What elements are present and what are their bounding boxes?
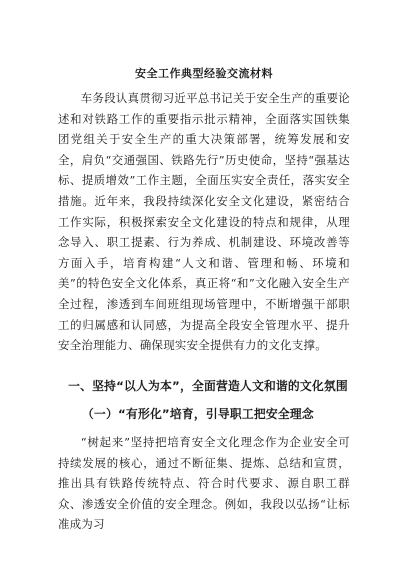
subsection-heading-1: （一）“有形化”培育，引导职工把安全理念 (82, 407, 314, 421)
document-title: 安全工作典型经验交流材料 (135, 67, 273, 80)
intro-paragraph: 车务段认真贯彻习近平总书记关于安全生产的重要论述和对铁路工作的重要指示批示精神，全面落实国铁集团党组关于安全生产的重大决策部署，统筹发展和安全，肩负“交通强国、铁路先行”历史使命，坚持“强基达标、提质增效”工作主题，全面压实安全责任，落实安全措施。近年来，我段持续深化安全文化建设，紧密结合工作实际，积极探索安全文化建设的特点和规律，从理念导入、职工提素、行为养成、机制建设、环境改善等方面入手，培育构建“人文和谐、管理和畅、环境和美”的特色安全文化体系，真正将“和”文化融入安全生产全过程，渗透到车间班组现场管理中，不断增强干部职工的归属感和认同感，为提高全段安全管理水平、提升安全治理能力、确保现实安全提供有力的文化支撑。 (58, 91, 350, 353)
section-heading-1: 一、坚持“以人为本”，全面营造人文和谐的文化氛围 (68, 379, 348, 393)
body-paragraph: “树起来”坚持把培育安全文化理念作为企业安全可持续发展的核心，通过不断征集、提炼、总结和宣贯，推出具有铁路传统特点、符合时代要求、源自职工群众、渗透安全价值的安全理念。例如，我段以弘扬“让标准成为习 (58, 435, 350, 532)
